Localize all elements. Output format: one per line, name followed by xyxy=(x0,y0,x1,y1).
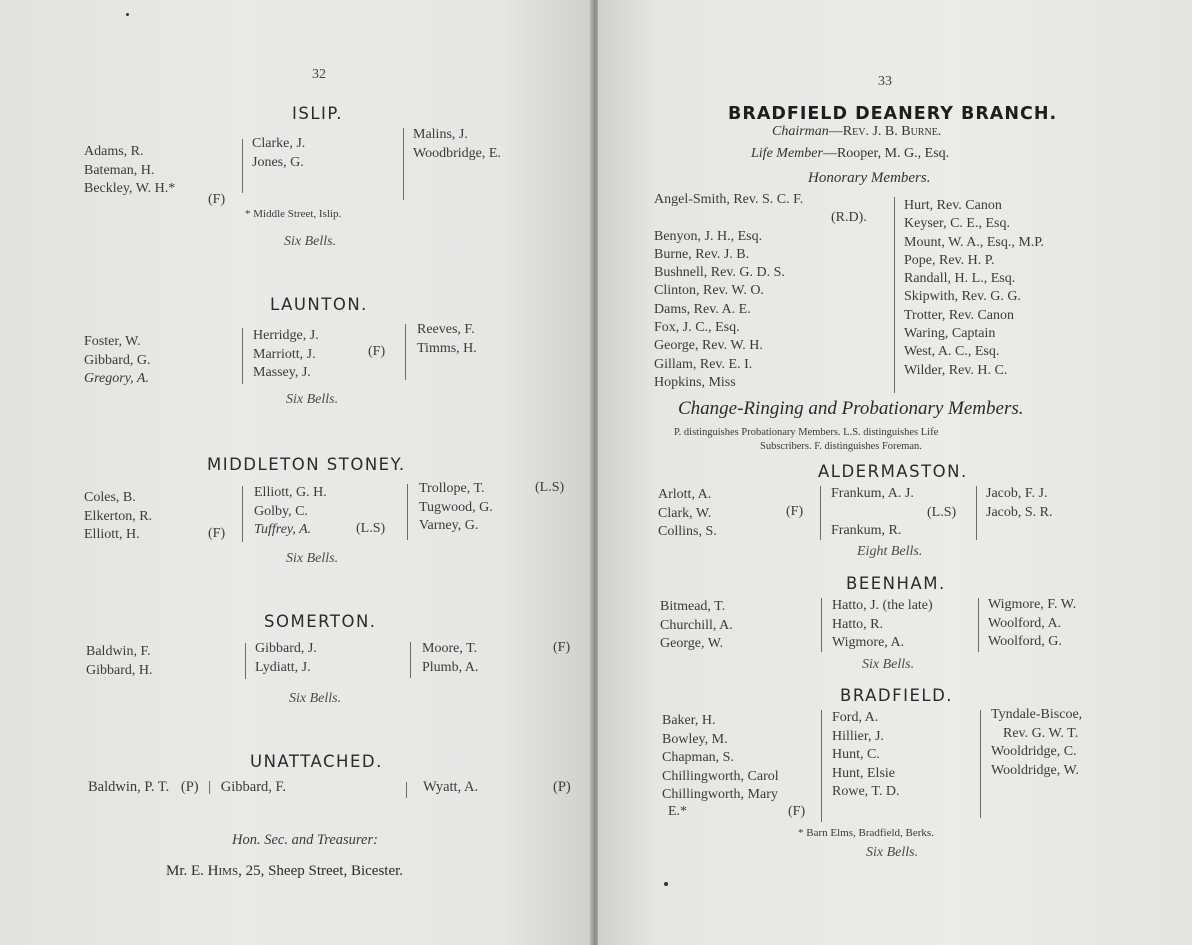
member-name-cont: Rev. G. W. T. xyxy=(1003,725,1079,741)
aldermaston-col-1 xyxy=(658,486,717,542)
member-name: Collins, S. xyxy=(658,524,717,539)
foreman-mark: (F) xyxy=(553,640,571,655)
honorary-col-left xyxy=(654,191,867,392)
member-name: Bitmead, T. xyxy=(660,599,726,614)
member-name: Hillier, J. xyxy=(832,728,884,744)
member-name: Coles, B. xyxy=(84,490,136,505)
legend-line-1: P. distinguishes Probationary Members. L.S. distinguishes Life xyxy=(674,427,939,438)
member-name: Beckley, W. H.* xyxy=(84,181,176,196)
probationary-mark: (P) xyxy=(553,779,571,795)
member-name: Churchill, A. xyxy=(660,617,733,633)
member-name: Marriott, J. xyxy=(253,346,316,362)
column-divider xyxy=(410,642,411,678)
secretary-line xyxy=(166,863,403,880)
member-name: Wooldridge, C. xyxy=(991,744,1077,759)
footnote-islip: * Middle Street, Islip. xyxy=(245,208,342,220)
ink-speck xyxy=(126,13,129,16)
member-name: Elkerton, R. xyxy=(84,508,153,524)
bradfield-col-3 xyxy=(991,706,1082,780)
column-divider xyxy=(245,643,246,679)
launton-col-1 xyxy=(84,333,151,389)
member-name: Jones, G. xyxy=(252,154,304,170)
member-name: Wilder, Rev. H. C. xyxy=(904,362,1008,378)
member-name: Hunt, Elsie xyxy=(832,765,895,781)
islip-col-2 xyxy=(252,135,305,172)
member-name: Chillingworth, Mary xyxy=(662,787,778,802)
member-name: Jacob, S. R. xyxy=(986,504,1053,520)
member-name: Keyser, C. E., Esq. xyxy=(904,216,1010,232)
member-name: Dams, Rev. A. E. xyxy=(654,301,751,317)
member-name: Rowe, T. D. xyxy=(832,784,900,799)
member-name: Wyatt, A. xyxy=(423,779,479,795)
column-divider xyxy=(405,324,406,380)
member-name: Herridge, J. xyxy=(253,328,319,343)
bells-islip: Six Bells. xyxy=(284,234,337,249)
islip-col-1 xyxy=(84,143,175,199)
member-name: Pope, Rev. H. P. xyxy=(904,252,995,268)
member-name: Elliott, G. H. xyxy=(254,485,327,500)
bradfield-col-2 xyxy=(832,709,900,802)
honorary-col-right xyxy=(904,197,1044,380)
column-divider xyxy=(978,598,979,652)
member-initial: E.* xyxy=(668,804,688,819)
launton-col-2 xyxy=(253,327,319,383)
section-title-somerton: SOMERTON. xyxy=(264,612,377,631)
life-subscriber-mark: (L.S) xyxy=(927,504,957,520)
member-name: Chillingworth, Carol xyxy=(662,768,779,784)
page-number-right: 33 xyxy=(878,74,892,89)
member-name: Benyon, J. H., Esq. xyxy=(654,228,763,244)
member-name: Tugwood, G. xyxy=(419,499,493,515)
member-name: Trotter, Rev. Canon xyxy=(904,307,1015,323)
member-name: Trollope, T. xyxy=(419,481,485,496)
life-member-line xyxy=(751,146,949,162)
member-name: Golby, C. xyxy=(254,503,308,519)
foreman-mark: (F) xyxy=(788,804,806,819)
column-divider xyxy=(242,486,243,542)
left-page xyxy=(0,0,592,945)
member-name: Arlott, A. xyxy=(658,487,712,502)
secretary-prefix: Mr. E. xyxy=(166,863,204,879)
member-name: Hopkins, Miss xyxy=(654,374,736,390)
member-name: Bowley, M. xyxy=(662,731,728,747)
member-name: Elliott, H. xyxy=(84,527,140,542)
bells-beenham: Six Bells. xyxy=(862,657,915,672)
column-divider xyxy=(820,486,821,540)
aldermaston-col-2 xyxy=(831,485,956,541)
member-name: Jacob, F. J. xyxy=(986,486,1048,501)
member-name: Gillam, Rev. E. I. xyxy=(654,356,753,372)
column-divider xyxy=(821,598,822,652)
member-name: Clark, W. xyxy=(658,505,712,521)
member-name: Hunt, C. xyxy=(832,747,880,762)
member-name: Massey, J. xyxy=(253,365,311,380)
section-title-unattached: UNATTACHED. xyxy=(250,752,383,771)
column-divider xyxy=(242,328,243,384)
change-ringing-heading: Change-Ringing and Probationary Members. xyxy=(678,398,1024,419)
member-name: Moore, T. xyxy=(422,641,478,656)
ink-speck xyxy=(664,882,668,886)
separator: | xyxy=(208,779,212,795)
member-name: Burne, Rev. J. B. xyxy=(654,246,750,262)
member-name: Baldwin, F. xyxy=(86,644,151,659)
beenham-col-1 xyxy=(660,598,733,654)
member-name: Woolford, A. xyxy=(988,615,1062,631)
member-name: Tyndale-Biscoe, xyxy=(991,707,1083,722)
unattached-row xyxy=(88,779,286,796)
chairman-label: Chairman xyxy=(772,124,829,139)
member-name: Mount, W. A., Esq., M.P. xyxy=(904,234,1045,250)
member-name: West, A. C., Esq. xyxy=(904,344,1000,360)
member-name: Reeves, F. xyxy=(417,322,475,337)
section-title-beenham: BEENHAM. xyxy=(846,574,946,593)
section-title-bradfield: BRADFIELD. xyxy=(840,686,954,705)
column-divider xyxy=(976,486,977,540)
bells-bradfield: Six Bells. xyxy=(866,845,919,860)
member-name: Ford, A. xyxy=(832,710,879,725)
member-name: Frankum, R. xyxy=(831,523,902,538)
probationary-mark: (P) xyxy=(180,779,199,795)
member-name: Waring, Captain xyxy=(904,326,996,342)
section-title-islip: ISLIP. xyxy=(292,104,344,123)
member-name: Malins, J. xyxy=(413,127,468,142)
foreman-mark: (F) xyxy=(208,192,226,207)
bells-aldermaston: Eight Bells. xyxy=(857,544,923,559)
member-name: Clarke, J. xyxy=(252,136,306,151)
member-suffix: (R.D). xyxy=(831,210,867,226)
foreman-mark: (F) xyxy=(208,526,226,541)
bells-middleton-stoney: Six Bells. xyxy=(286,551,339,566)
member-name: Frankum, A. J. xyxy=(831,486,914,501)
member-name: Bushnell, Rev. G. D. S. xyxy=(654,265,785,281)
member-name: Varney, G. xyxy=(419,518,479,533)
member-name: Wooldridge, W. xyxy=(991,762,1079,778)
honorary-members-heading: Honorary Members. xyxy=(808,170,931,186)
somerton-col-1 xyxy=(86,643,153,680)
chairman-name: —Rev. J. B. Burne. xyxy=(828,124,942,139)
member-name: Woodbridge, E. xyxy=(413,145,501,161)
secretary-role: Hon. Sec. and Treasurer: xyxy=(232,832,378,848)
life-subscriber-mark: (L.S) xyxy=(356,521,386,536)
member-name: Timms, H. xyxy=(417,340,477,356)
column-divider xyxy=(980,710,981,818)
member-name: Bateman, H. xyxy=(84,162,155,178)
middleton-col-2 xyxy=(254,484,327,540)
column-divider xyxy=(821,710,822,822)
member-name: Hurt, Rev. Canon xyxy=(904,198,1002,213)
aldermaston-col-3 xyxy=(986,485,1053,522)
life-member-name: —Rooper, M. G., Esq. xyxy=(822,146,950,161)
member-name: Fox, J. C., Esq. xyxy=(654,320,740,336)
secretary-name: Hims xyxy=(207,863,239,879)
somerton-col-3 xyxy=(422,640,478,677)
secretary-address: , 25, Sheep Street, Bicester. xyxy=(238,863,404,879)
foreman-mark: (F) xyxy=(786,504,804,519)
foreman-mark: (F) xyxy=(368,344,386,359)
member-name: Clinton, Rev. W. O. xyxy=(654,283,764,299)
member-name: Woolford, G. xyxy=(988,634,1062,649)
member-name: Adams, R. xyxy=(84,144,144,159)
member-name: Foster, W. xyxy=(84,334,141,349)
member-name: Baker, H. xyxy=(662,713,716,728)
member-name: Chapman, S. xyxy=(662,750,734,765)
section-title-launton: LAUNTON. xyxy=(270,295,368,314)
section-title-aldermaston: ALDERMASTON. xyxy=(818,462,968,481)
legend-line-2: Subscribers. F. distinguishes Foreman. xyxy=(760,441,922,452)
branch-title: BRADFIELD DEANERY BRANCH. xyxy=(728,104,1058,124)
member-name: George, Rev. W. H. xyxy=(654,338,763,354)
footnote-bradfield: * Barn Elms, Bradfield, Berks. xyxy=(798,827,934,839)
somerton-col-2 xyxy=(255,640,317,677)
member-name: Plumb, A. xyxy=(422,659,479,675)
member-name: Gibbard, J. xyxy=(255,641,317,656)
life-member-label: Life Member xyxy=(751,146,823,161)
member-name: Randall, H. L., Esq. xyxy=(904,271,1016,287)
member-name: Hatto, R. xyxy=(832,616,883,632)
member-name: Wigmore, F. W. xyxy=(988,597,1077,612)
column-divider xyxy=(403,128,404,200)
middleton-col-3 xyxy=(419,480,493,536)
column-divider xyxy=(407,484,408,540)
chairman-line xyxy=(772,124,941,140)
life-subscriber-mark: (L.S) xyxy=(535,480,565,495)
member-name: Baldwin, P. T. xyxy=(88,779,170,795)
member-name: Angel-Smith, Rev. S. C. F. xyxy=(654,192,804,207)
bells-somerton: Six Bells. xyxy=(289,691,342,706)
member-name: Hatto, J. (the late) xyxy=(832,598,933,613)
member-name: Gibbard, F. xyxy=(220,779,287,795)
column-divider xyxy=(894,197,895,393)
section-title-middleton-stoney: MIDDLETON STONEY. xyxy=(207,455,406,474)
member-name: Skipwith, Rev. G. G. xyxy=(904,289,1021,305)
beenham-col-3 xyxy=(988,596,1076,652)
page-number-left: 32 xyxy=(312,67,326,82)
middleton-col-1 xyxy=(84,489,152,545)
bradfield-col-1 xyxy=(662,712,779,805)
member-name: Gibbard, H. xyxy=(86,662,153,678)
bells-launton: Six Bells. xyxy=(286,392,339,407)
right-page xyxy=(598,0,1192,945)
member-name: Wigmore, A. xyxy=(832,635,905,650)
member-name: Gibbard, G. xyxy=(84,352,151,368)
member-name: George, W. xyxy=(660,636,724,651)
beenham-col-2 xyxy=(832,597,933,653)
member-name: Gregory, A. xyxy=(84,371,149,386)
column-divider xyxy=(406,782,407,798)
launton-col-3 xyxy=(417,321,477,358)
member-name: Lydiatt, J. xyxy=(255,659,311,675)
member-name: Tuffrey, A. xyxy=(254,522,312,537)
islip-col-3 xyxy=(413,126,501,163)
column-divider xyxy=(242,139,243,193)
